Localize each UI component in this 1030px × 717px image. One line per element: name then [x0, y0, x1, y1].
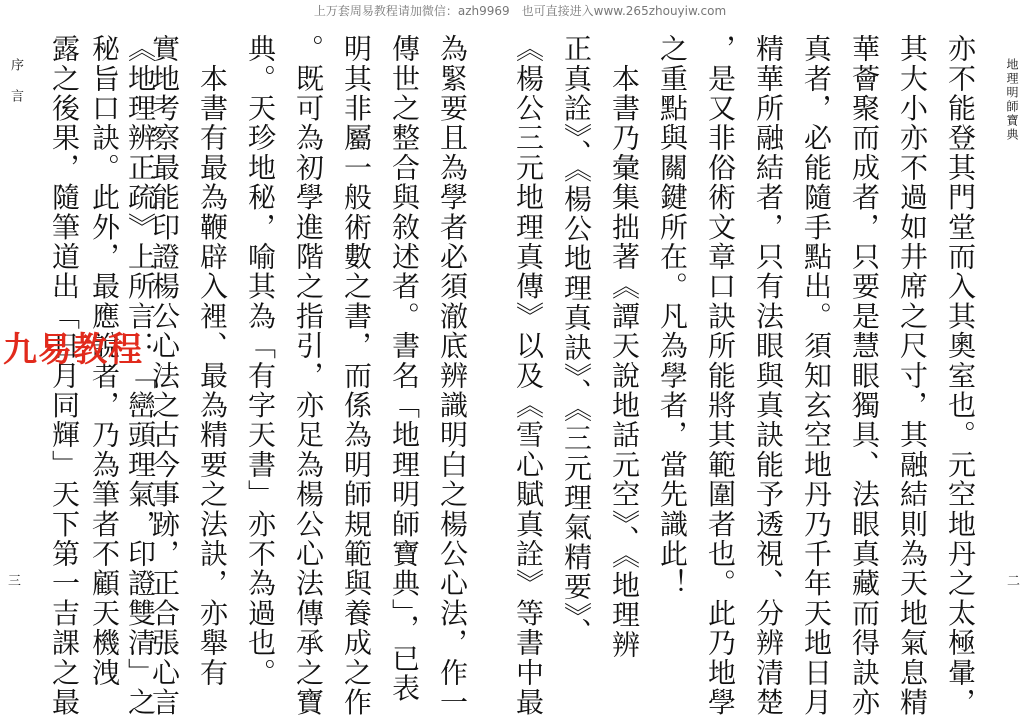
- text-column: 。既可為初學進階之指引，亦足為楊公心法傳承之寶: [292, 34, 325, 717]
- text-column: 為緊要且為學者必須澈底辨識明白之楊公心法，作一: [436, 34, 469, 717]
- text-column: 本書有最為鞭辟入裡、最為精要之法訣，亦舉有: [196, 34, 229, 688]
- text-column: 傳世之整合與敘述者。書名「地理明師寶典」，已表: [388, 34, 421, 704]
- text-column: 其大小亦不過如井席之尺寸，其融結則為天地氣息精: [896, 34, 929, 717]
- right-page-header: 地理明師寶典: [1005, 58, 1019, 142]
- text-column: 真者，必能隨手點出。須知玄空地丹乃千年天地日月: [800, 34, 833, 717]
- text-column: 典。天珍地秘，喻其為「有字天書」亦不為過也。: [244, 34, 277, 688]
- watermark-logo: 九易教程: [3, 330, 143, 370]
- top-promo-note: 上万套周易教程请加微信：azh9969 也可直接进入www.265zhouyiw.com: [313, 4, 727, 18]
- text-column: 正真詮》、《楊公地理真訣》、《三元理氣精要》、: [560, 34, 593, 648]
- text-column: 《地理辨正疏》上所言：「巒頭理氣，印證雙清」之: [124, 34, 157, 717]
- text-column: 實地考察最能印證楊公心法之古今事跡，正合張心言: [148, 34, 181, 717]
- text-column: 露之後果，隨筆道出「日月同輝」天下第一吉課之最: [48, 34, 81, 717]
- text-column: 本書乃彙集拙著《譚天說地話元空》、《地理辨: [608, 34, 641, 660]
- text-column: ，是又非俗術文章口訣所能將其範圍者也。此乃地學: [704, 34, 737, 717]
- text-column: 《楊公三元地理真傳》以及《雪心賦真詮》等書中最: [512, 34, 545, 717]
- text-column: 之重點與關鍵所在。凡為學者，當先識此！: [656, 34, 689, 599]
- text-column: 精華所融結者，只有法眼與真訣能予透視、分辨清楚: [752, 34, 785, 717]
- left-page-header: 序言: [8, 58, 23, 120]
- text-column: 秘旨口訣。此外，最應說者，乃為筆者不顧天機洩: [88, 34, 121, 688]
- right-page-number: 二: [1007, 574, 1021, 589]
- left-page-number: 三: [8, 574, 22, 589]
- text-column: 亦不能登其門堂而入其奧室也。元空地丹之太極暈，: [944, 34, 977, 717]
- text-column: 明其非屬一般術數之書，而係為明師規範與養成之作: [340, 34, 373, 717]
- text-column: 華薈聚而成者，只要是慧眼獨具、法眼真藏而得訣亦: [848, 34, 881, 717]
